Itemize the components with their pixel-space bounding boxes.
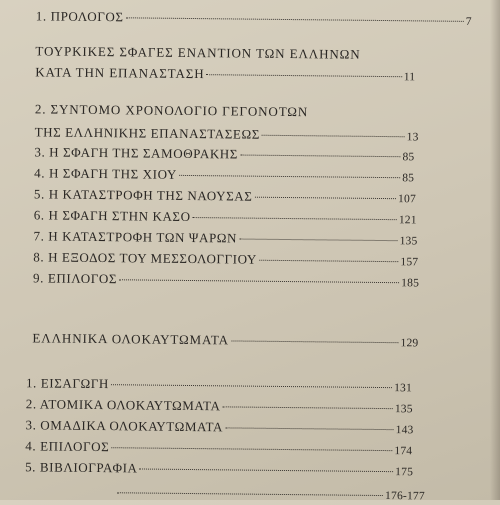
toc-entry-label: 2. ΑΤΟΜΙΚΑ ΟΛΟΚΑΥΤΩΜΑΤΑ <box>25 396 221 414</box>
dot-leader <box>111 383 392 388</box>
dot-leader <box>117 491 383 496</box>
section-title-line2: ΚΑΤΑ ΤΗΝ ΕΠΑΝΑΣΤΑΣΗ <box>35 64 205 82</box>
toc-entry-page: 135 <box>399 235 418 248</box>
toc-entry-label: 3. Η ΣΦΑΓΗ ΤΗΣ ΣΑΜΟΘΡΑΚΗΣ <box>34 144 239 162</box>
toc-entry-page: 107 <box>398 193 416 206</box>
toc-entry-page: 85 <box>402 172 415 185</box>
toc-entry <box>25 459 413 479</box>
toc-entry-cutoff <box>115 487 425 502</box>
toc-section-entry <box>32 330 418 350</box>
toc-entry-page: 143 <box>395 424 414 437</box>
dot-leader <box>119 278 399 283</box>
toc-entry <box>25 438 412 458</box>
toc-entry <box>33 228 417 248</box>
toc-entry-page: 85 <box>402 151 415 164</box>
dot-leader <box>126 16 464 22</box>
toc-entry-label: 1. ΕΙΣΑΓΩΓΗ <box>25 375 109 392</box>
dot-leader <box>222 405 392 409</box>
toc-entry-prologue <box>36 8 472 29</box>
dot-leader <box>207 73 402 77</box>
toc-entry <box>34 144 414 164</box>
dot-leader <box>231 339 399 343</box>
toc-entry-page: 129 <box>400 337 419 350</box>
toc-entry-page: 174 <box>394 445 413 458</box>
toc-entry <box>33 270 419 290</box>
section-title-line1: ΤΟΥΡΚΙΚΕΣ ΣΦΑΓΕΣ ΕΝΑΝΤΙΟΝ ΤΩΝ ΕΛΛΗΝΩΝ <box>35 43 361 62</box>
toc-entry-label: 4. Η ΣΦΑΓΗ ΤΗΣ ΧΙΟΥ <box>34 165 178 182</box>
dot-leader <box>111 446 392 451</box>
toc-entry-page: 11 <box>403 71 416 84</box>
page-edge-shadow <box>490 0 500 500</box>
toc-entry-page: 185 <box>401 277 420 290</box>
toc-entry-label: 8. Η ΕΞΟΔΟΣ ΤΟΥ ΜΕΣΣΟΛΟΓΓΙΟΥ <box>33 249 258 267</box>
toc-entry <box>25 417 413 437</box>
dot-leader <box>140 467 394 472</box>
toc-entry-label: 3. ΟΜΑΔΙΚΑ ΟΛΟΚΑΥΤΩΜΑΤΑ <box>25 417 224 435</box>
toc-entry-label: 4. ΕΠΙΛΟΓΟΣ <box>25 438 110 455</box>
dot-leader <box>239 238 398 242</box>
toc-entry <box>34 186 416 206</box>
toc-entry-label: 6. Η ΣΦΑΓΗ ΣΤΗΝ ΚΑΣΟ <box>33 207 191 225</box>
chronology-line1: 2. ΣΥΝΤΟΜΟ ΧΡΟΝΟΛΟΓΙΟ ΓΕΓΟΝΟΤΩΝ <box>34 101 309 120</box>
dot-leader <box>179 174 400 178</box>
toc-entry-page: 157 <box>400 256 419 269</box>
toc-entry <box>34 165 414 185</box>
toc-entry-page: 176-177 <box>385 490 425 503</box>
toc-entry-label: 5. Η ΚΑΤΑΣΤΡΟΦΗ ΤΗΣ ΝΑΟΥΣΑΣ <box>33 186 253 204</box>
dot-leader <box>259 259 398 262</box>
toc-entry-label: 1. ΠΡΟΛΟΓΟΣ <box>35 8 124 25</box>
toc-entry-page: 131 <box>394 382 413 395</box>
toc-entry-section1 <box>35 64 415 84</box>
dot-leader <box>262 134 405 137</box>
toc-entry-label: 9. ΕΠΙΛΟΓΟΣ <box>33 270 118 287</box>
toc-entry <box>34 207 417 227</box>
toc-entry-page: 135 <box>394 403 413 416</box>
toc-entry-label: 7. Η ΚΑΤΑΣΤΡΟΦΗ ΤΩΝ ΨΑΡΩΝ <box>33 228 238 246</box>
toc-entry-page: 13 <box>406 131 419 144</box>
toc-entry-page: 175 <box>395 466 414 479</box>
dot-leader <box>254 196 396 199</box>
toc-entry-chronology <box>35 124 419 144</box>
section-title: ΕΛΛΗΝΙΚΑ ΟΛΟΚΑΥΤΩΜΑΤΑ <box>32 330 230 348</box>
toc-entry <box>26 375 412 395</box>
toc-entry <box>26 396 413 416</box>
dot-leader <box>193 216 397 220</box>
chronology-line2: ΤΗΣ ΕΛΛΗΝΙΚΗΣ ΕΠΑΝΑΣΤΑΣΕΩΣ <box>34 124 261 142</box>
dot-leader <box>240 154 400 158</box>
toc-entry-page: 121 <box>398 214 417 227</box>
toc-entry-label: 5. ΒΙΒΛΙΟΓΡΑΦΙΑ <box>25 459 138 476</box>
toc-entry <box>33 249 418 269</box>
toc-entry-page: 7 <box>465 15 472 28</box>
dot-leader <box>225 426 394 430</box>
